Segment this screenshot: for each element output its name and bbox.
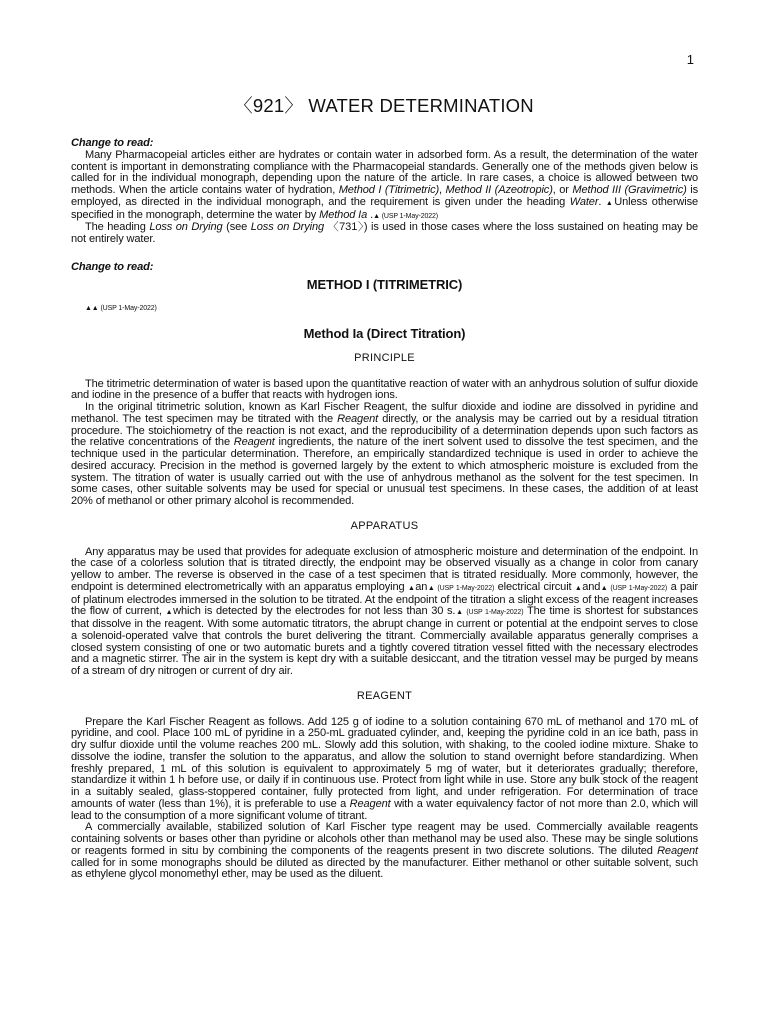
intro-paragraph-2 [71,222,698,246]
apparatus-text: a pair of platinum electrodes immersed in the solution to be titrated. At the endpoint of the titration a slight excess of the reagent increases the flow of current, [71,580,698,618]
page-number: 1 [686,52,694,67]
reagent-ref: Reagent [657,844,698,857]
reagent-text: Prepare the Karl Fischer Reagent as follows. Add 125 g of iodine to a solution containing 670 mL of methanol and 170 mL of pyridine, and cool. Place 100 mL of pyridine in a 250-mL graduated cylinder, and, keeping the pyridine cold in an ice bath, pass in dry sulfur dioxide until the volume reaches 200 mL. Slowly add this solution, with shaking, to the cooled iodine mixture. Shake to dissolve the iodine, transfer the solution to the apparatus, and allow the solution to stand overnight before standardizing. When freshly prepared, 1 mL of this solution is equivalent to approximately 5 mg of water, but it deteriorates gradually; therefore, standardize it within 1 h before use, or daily if in continuous use. Protect from light while in use. Store any bulk stock of the reagent in a suitably sealed, glass-stoppered container, fully protected from light, and under refrigeration. For determination of trace amounts of water (less than 1%), it is preferable to use a [71,715,698,810]
water-heading-ref: Water [569,195,599,208]
revision-note: ▲ (USP 1-May-2022) [455,609,524,617]
apparatus-text: The time is shortest for substances that dissolve in the reagent. With some automatic titrators, the abrupt change in current or potential at the endpoint serves to close a solenoid-operated valve that controls the buret delivering the titrant. Commercially available apparatus generally comprises a closed system consisting of one or two automatic burets and a tightly covered titration vessel fitted with the necessary electrodes and a magnetic stirrer. The air in the system is kept dry with a suitable desiccant, and the titration vessel may be purged by means of a stream of dry nitrogen or current of dry air. [71,605,698,677]
reagent-paragraph-1 [71,717,698,823]
apparatus-text: electrical circuit [494,580,575,593]
page-title: 〈921〉 WATER DETERMINATION [234,95,534,116]
intro-text: is employed, as directed in the individual monograph, and the requirement is given under the heading [71,184,698,208]
apparatus-text: an [415,580,428,593]
principle-heading: PRINCIPLE [354,351,415,364]
principle-text: In the original titrimetric solution, known as Karl Fischer Reagent, the sulfur dioxide and iodine are dissolved in pyridine and methanol. The test specimen may be titrated with the [71,401,698,425]
revision-mark-open: ▲ [407,584,416,592]
principle-paragraph-1: The titrimetric determination of water is based upon the quantitative reaction of water with an anhydrous solution of sulfur dioxide and iodine in the presence of a buffer that reacts with hydrogen ions. [71,377,698,402]
method-iii-link: Method III (Gravimetric) [572,184,687,196]
revision-note: ▲ (USP 1-May-2022) [427,584,495,592]
apparatus-heading: APPARATUS [350,519,419,532]
reagent-text: A commercially available, stabilized solution of Karl Fischer type reagent may be used. Commercially available reagents containing solvents or bases other than pyridine or alcohols other than methanol may be used also. These may be single solutions or reagents formed in situ by combining the components of the reagents present in two discrete solutions. The diluted [71,821,698,857]
revision-mark-open: ▲ [165,609,174,617]
apparatus-text: Any apparatus may be used that provides for adequate exclusion of atmospheric moisture and determination of the endpoint. In the case of a colorless solution that is titrated directly, the endpoint may be observed visually as a change in color from canary yellow to amber. The reverse is observed in the case of a test specimen that is titrated residually. More commonly, however, the endpoint is determined electrometrically with an apparatus employing [71,545,698,593]
loss-on-drying-ref: Loss on Drying [149,221,223,234]
principle-paragraph-2 [71,402,698,508]
reagent-ref: Reagent [233,436,275,449]
intro-text: Many Pharmacopeial articles either are hydrates or contain water in adsorbed form. As a result, the determination of the water content is important in demonstrating compliance with the Pharmacopeial standards. Generally one of the methods given below is called for in the individual monograph, depending upon the nature of the article. In rare cases, a choice is allowed between two methods. When the article contains water of hydration, [71,148,698,196]
intro-text: 〈731〉) is used in those cases where the loss sustained on heating may be not entirely water. [71,221,698,245]
reagent-paragraph-2 [71,822,698,881]
apparatus-text: and [582,580,601,593]
apparatus-text: which is detected by the electrodes for not less than 30 s. [173,605,456,618]
method-i-heading: METHOD I (TITRIMETRIC) [306,276,463,292]
intro-text: . [367,208,374,221]
method-ia-ref: Method Ia [319,208,368,221]
intro-text: , or [552,184,573,196]
method-ii-link: Method II (Azeotropic) [445,184,553,196]
revision-note: ▲ (USP 1-May-2022) [373,212,439,220]
intro-paragraph-1 [71,150,698,223]
intro-text: (see [222,221,251,234]
principle-text: directly, or the analysis may be carried out by a residual titration procedure. The stoichiometry of the reaction is not exact, and the reproducibility of a determination depends upon such factors as the relative concentrations of the [71,412,698,449]
revision-note: ▲ (USP 1-May-2022) [600,584,668,592]
change-to-read-label: Change to read: [71,137,154,149]
apparatus-paragraph [71,547,698,678]
change-to-read-label: Change to read: [71,260,154,273]
principle-text: ingredients, the nature of the inert solvent used to dissolve the test specimen, and the technique used in the particular determination. Therefore, an empirically standardized technique is used in order to achieve the desired accuracy. Precision in the method is governed largely by the extent to which atmospheric moisture is excluded from the system. The titration of water is usually carried out with the use of anhydrous methanol as the solvent for the test specimen. In some cases, other suitable solvents may be used for special or unusual test specimens. In these cases, the addition of at least 20% of methanol or other primary alcohol is recommended. [71,436,698,507]
revision-mark-open: ▲ [574,584,583,592]
intro-text: . [598,195,606,208]
reagent-text: called for in some monographs should be diluted as directed by the manufacturer. Either methanol or other suitable solvent, such as ethylene glycol monomethyl ether, may be used as the diluent. [71,856,698,881]
revision-mark-open: ▲ [605,199,615,207]
reagent-text: with a water equivalency factor of not more than 2.0, which will lead to the consumption of a more significant volume of titrant. [71,797,698,822]
deleted-revision-note: ▲▲ (USP 1-May-2022) [85,305,157,313]
intro-text: , [439,184,446,196]
intro-text: The heading [85,221,150,234]
document-body [71,138,698,881]
method-i-link: Method I (Titrimetric) [338,184,440,196]
method-ia-heading: Method Ia (Direct Titration) [303,326,466,341]
reagent-ref: Reagent [349,797,391,810]
reagent-heading: REAGENT [356,689,413,702]
loss-on-drying-link: Loss on Drying [250,221,325,234]
reagent-ref: Reagent [337,412,379,425]
intro-text: Unless otherwise specified in the monograph, determine the water by [71,195,698,221]
